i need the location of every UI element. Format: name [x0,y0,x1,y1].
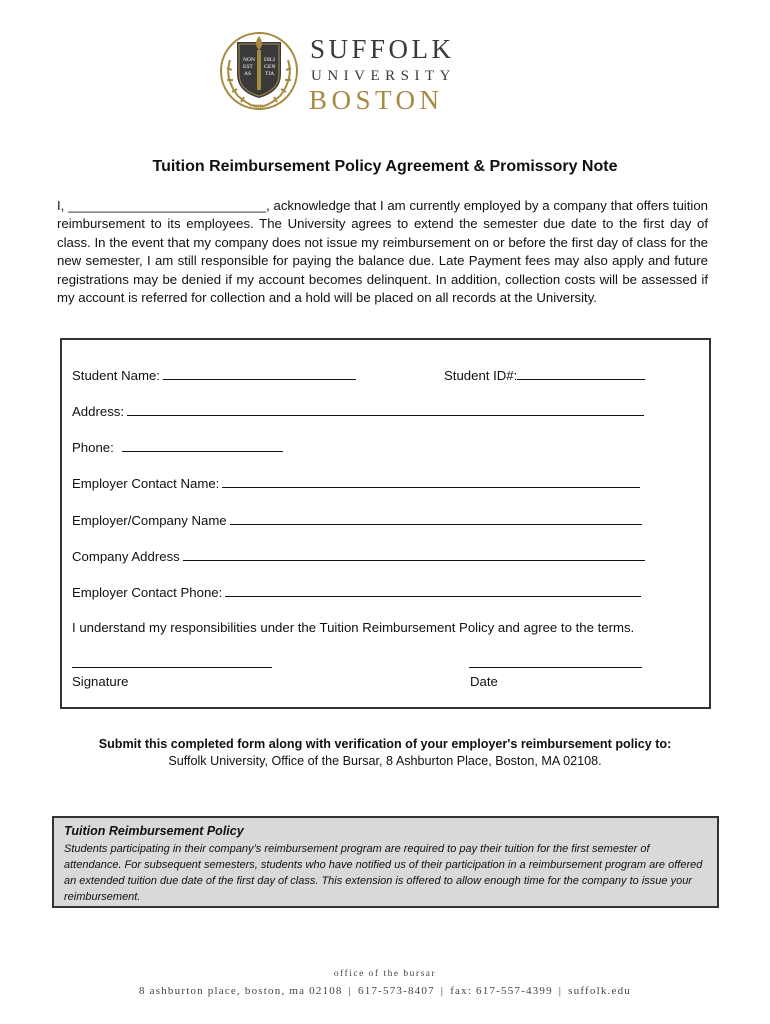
company-address-field[interactable] [72,547,645,564]
student-id-field[interactable] [444,366,645,383]
student-name-line[interactable] [163,366,356,380]
acknowledgement-paragraph: I, ___________________________, acknowledge that I am currently employed by a company that offers tuition reimbursement to its employees. The University agrees to extend the semester due date to the first day of class. In the event that my company does not issue my reimbursement on or before the first day of class for the new semester, I am still responsible for paying the balance due. Late Payment fees may also apply and future registrations may be denied if my account becomes delinquent. In addition, collection costs will be assessed if my account is referred for collection and a hold will be placed on all records at the University. [57,198,708,306]
student-info-form [60,338,711,709]
employer-company-name-field[interactable] [72,511,642,528]
employer-contact-phone-label: Employer Contact Phone: [72,585,223,600]
logo-wordmark-boston: BOSTON [309,85,444,115]
seal-year: 1906 [249,103,263,111]
student-name-label: Student Name: [72,368,160,383]
footer-separator: | [348,985,353,997]
footer-fax: fax: 617-557-4399 [450,985,553,997]
employer-contact-name-label: Employer Contact Name: [72,476,220,491]
phone-label: Phone: [72,440,114,455]
address-line[interactable] [127,402,644,416]
document-title: Tuition Reimbursement Policy Agreement & Promissory Note [152,158,618,175]
footer-separator: | [558,985,563,997]
submission-instructions [0,736,770,770]
signature-label: Signature [72,674,129,689]
logo-wordmark-suffolk: SUFFOLK [310,34,455,64]
university-seal-icon [218,30,300,112]
employer-contact-phone-line[interactable] [225,583,641,597]
phone-field[interactable] [72,438,283,455]
seal-word: AS [244,71,252,77]
employer-contact-name-field[interactable] [72,474,640,491]
seal-word: DILI [264,57,275,63]
footer-office: office of the bursar [333,969,437,979]
student-id-label: Student ID#: [444,368,518,383]
employer-contact-name-line[interactable] [222,474,640,488]
footer-address: 8 ashburton place, boston, ma 02108 [139,985,343,997]
signature-line[interactable] [72,666,272,668]
employer-contact-phone-field[interactable] [72,583,641,600]
submission-instruction-text: Submit this completed form along with verification of your employer's reimbursement policy to: [98,737,672,751]
address-field[interactable] [72,402,644,419]
seal-word: TIA [265,71,275,77]
address-label: Address: [72,404,125,419]
footer-website-link[interactable]: suffolk.edu [568,985,631,997]
seal-word: GEN [264,64,276,70]
suffolk-logo [218,30,456,115]
company-address-line[interactable] [183,547,645,561]
employer-company-name-label: Employer/Company Name [72,513,227,528]
policy-heading: Tuition Reimbursement Policy [64,824,244,838]
student-name-field[interactable] [72,366,356,383]
phone-line[interactable] [122,438,283,452]
date-line[interactable] [469,666,642,668]
policy-box [52,816,719,908]
seal-word: NON [243,57,255,63]
responsibility-statement: I understand my responsibilities under the Tuition Reimbursement Policy and agree to the terms. [72,620,635,635]
student-id-line[interactable] [517,366,645,380]
bursar-address: Suffolk University, Office of the Bursar, 8 Ashburton Place, Boston, MA 02108. [168,754,602,768]
footer-separator: | [440,985,445,997]
date-label: Date [470,674,498,689]
employer-company-name-line[interactable] [230,511,642,525]
logo-wordmark-university: UNIVERSITY [311,68,456,84]
company-address-label: Company Address [72,549,180,564]
footer-phone: 617-573-8407 [358,985,435,997]
footer-contact [0,985,770,997]
seal-word: EST [243,64,253,70]
policy-text: Students participating in their company’s reimbursement program are required to pay their tuition for the first semester of attendance. For subsequent semesters, students who have notified us of their participation in a reimbursement program are offered an extended tuition due date of the first day of class. This extension is offered to allow enough time for the company to issue your reimbursement. [64,843,703,903]
